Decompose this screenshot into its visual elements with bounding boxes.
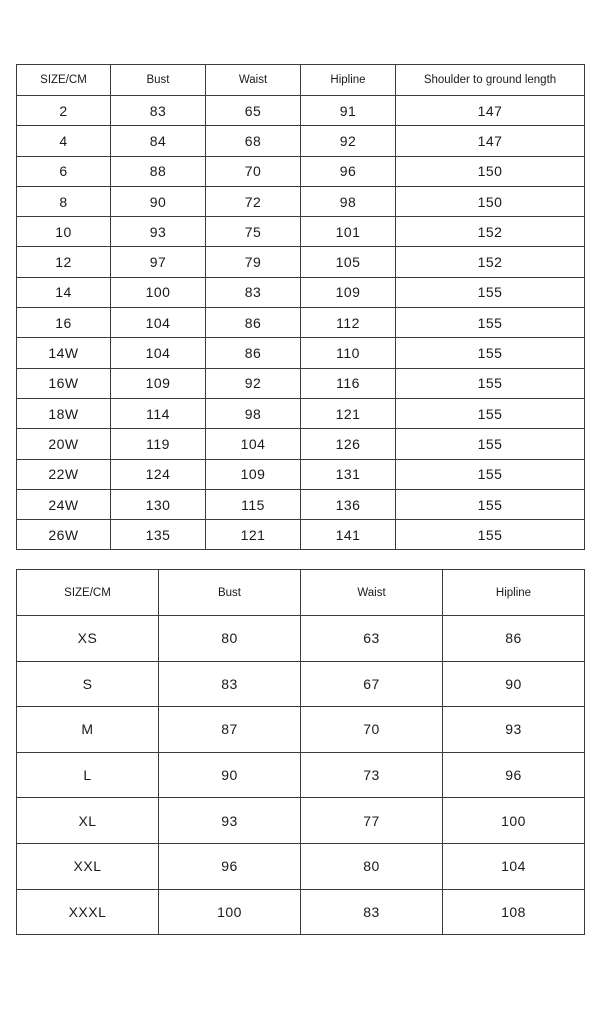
table-cell: 104 <box>443 843 585 889</box>
table-cell: 86 <box>206 308 301 338</box>
table-cell: 121 <box>301 398 396 428</box>
table-cell: 2 <box>17 96 111 126</box>
table-cell: 110 <box>301 338 396 368</box>
table-cell: 104 <box>206 429 301 459</box>
table-cell: 86 <box>443 616 585 662</box>
table-row <box>17 489 585 519</box>
table-cell: 96 <box>301 156 396 186</box>
table-cell: 155 <box>396 277 585 307</box>
table-cell: S <box>17 661 159 707</box>
table-cell: 77 <box>301 798 443 844</box>
table-cell: 150 <box>396 186 585 216</box>
table-cell: 155 <box>396 429 585 459</box>
table-cell: 24W <box>17 489 111 519</box>
column-header: SIZE/CM <box>17 570 159 616</box>
column-header: Hipline <box>443 570 585 616</box>
table-cell: 90 <box>443 661 585 707</box>
table-cell: 96 <box>443 752 585 798</box>
table-cell: 90 <box>159 752 301 798</box>
size-chart-letter-table <box>16 569 585 935</box>
table-cell: 152 <box>396 217 585 247</box>
table-cell: 114 <box>111 398 206 428</box>
table-header-row <box>17 570 585 616</box>
table-cell: 84 <box>111 126 206 156</box>
table-cell: 18W <box>17 398 111 428</box>
table-cell: 155 <box>396 338 585 368</box>
table-cell: XL <box>17 798 159 844</box>
table-cell: 12 <box>17 247 111 277</box>
table-cell: 83 <box>159 661 301 707</box>
table-cell: 83 <box>206 277 301 307</box>
table-cell: 155 <box>396 398 585 428</box>
table-cell: 83 <box>111 96 206 126</box>
table-cell: 65 <box>206 96 301 126</box>
table-row <box>17 308 585 338</box>
table-cell: 100 <box>443 798 585 844</box>
table-row <box>17 126 585 156</box>
table-cell: 75 <box>206 217 301 247</box>
table-cell: L <box>17 752 159 798</box>
table-cell: 80 <box>301 843 443 889</box>
table-cell: 116 <box>301 368 396 398</box>
table-row <box>17 368 585 398</box>
table-cell: 88 <box>111 156 206 186</box>
column-header: Bust <box>111 65 206 96</box>
table-row <box>17 429 585 459</box>
table-cell: 121 <box>206 520 301 550</box>
table-cell: 124 <box>111 459 206 489</box>
table-cell: 109 <box>111 368 206 398</box>
table-cell: 147 <box>396 126 585 156</box>
table-cell: 108 <box>443 889 585 935</box>
table-cell: 96 <box>159 843 301 889</box>
column-header: Shoulder to ground length <box>396 65 585 96</box>
table-cell: 136 <box>301 489 396 519</box>
table-row <box>17 843 585 889</box>
table-cell: 150 <box>396 156 585 186</box>
table-cell: 130 <box>111 489 206 519</box>
table-row <box>17 798 585 844</box>
table-row <box>17 889 585 935</box>
column-header: Hipline <box>301 65 396 96</box>
table-cell: 73 <box>301 752 443 798</box>
table-cell: 83 <box>301 889 443 935</box>
table-cell: XS <box>17 616 159 662</box>
table-cell: 80 <box>159 616 301 662</box>
table-cell: 67 <box>301 661 443 707</box>
column-header: Waist <box>301 570 443 616</box>
table-cell: 4 <box>17 126 111 156</box>
table-cell: 16 <box>17 308 111 338</box>
table-cell: 14W <box>17 338 111 368</box>
table-cell: 126 <box>301 429 396 459</box>
table-cell: 155 <box>396 489 585 519</box>
table-cell: 70 <box>301 707 443 753</box>
table-row <box>17 338 585 368</box>
table-cell: 6 <box>17 156 111 186</box>
table-cell: 16W <box>17 368 111 398</box>
table-row <box>17 520 585 550</box>
table-cell: 112 <box>301 308 396 338</box>
table-row <box>17 96 585 126</box>
table-cell: 10 <box>17 217 111 247</box>
column-header: SIZE/CM <box>17 65 111 96</box>
table-cell: 22W <box>17 459 111 489</box>
size-chart-numeric-table <box>16 64 585 550</box>
table-cell: 86 <box>206 338 301 368</box>
table-cell: 14 <box>17 277 111 307</box>
table-cell: 70 <box>206 156 301 186</box>
table-cell: 105 <box>301 247 396 277</box>
table-row <box>17 661 585 707</box>
table-cell: 97 <box>111 247 206 277</box>
table-cell: 152 <box>396 247 585 277</box>
table-cell: XXXL <box>17 889 159 935</box>
table-cell: 63 <box>301 616 443 662</box>
table-cell: 131 <box>301 459 396 489</box>
table-cell: 104 <box>111 308 206 338</box>
table-cell: 26W <box>17 520 111 550</box>
column-header: Waist <box>206 65 301 96</box>
table-cell: 79 <box>206 247 301 277</box>
table-cell: 68 <box>206 126 301 156</box>
table-row <box>17 217 585 247</box>
table-cell: 98 <box>301 186 396 216</box>
table-cell: 87 <box>159 707 301 753</box>
table-cell: 115 <box>206 489 301 519</box>
table-cell: 92 <box>206 368 301 398</box>
table-row <box>17 707 585 753</box>
table-row <box>17 156 585 186</box>
table-row <box>17 398 585 428</box>
table-cell: 92 <box>301 126 396 156</box>
table-cell: 100 <box>159 889 301 935</box>
table-header-row <box>17 65 585 96</box>
table-cell: 20W <box>17 429 111 459</box>
table-cell: 101 <box>301 217 396 247</box>
table-row <box>17 186 585 216</box>
table-cell: 147 <box>396 96 585 126</box>
table-row <box>17 459 585 489</box>
table-cell: 90 <box>111 186 206 216</box>
table-cell: 8 <box>17 186 111 216</box>
table-cell: 93 <box>159 798 301 844</box>
table-row <box>17 277 585 307</box>
table-cell: 93 <box>111 217 206 247</box>
table-cell: 141 <box>301 520 396 550</box>
table-row <box>17 616 585 662</box>
table-cell: 72 <box>206 186 301 216</box>
table-row <box>17 247 585 277</box>
table-cell: 109 <box>301 277 396 307</box>
table-cell: 155 <box>396 308 585 338</box>
table-cell: 93 <box>443 707 585 753</box>
table-cell: 109 <box>206 459 301 489</box>
table-cell: 100 <box>111 277 206 307</box>
table-cell: 91 <box>301 96 396 126</box>
table-cell: 135 <box>111 520 206 550</box>
table-cell: 104 <box>111 338 206 368</box>
table-cell: M <box>17 707 159 753</box>
table-cell: 119 <box>111 429 206 459</box>
column-header: Bust <box>159 570 301 616</box>
table-cell: 155 <box>396 520 585 550</box>
table-cell: XXL <box>17 843 159 889</box>
table-cell: 155 <box>396 368 585 398</box>
table-cell: 155 <box>396 459 585 489</box>
table-cell: 98 <box>206 398 301 428</box>
table-row <box>17 752 585 798</box>
